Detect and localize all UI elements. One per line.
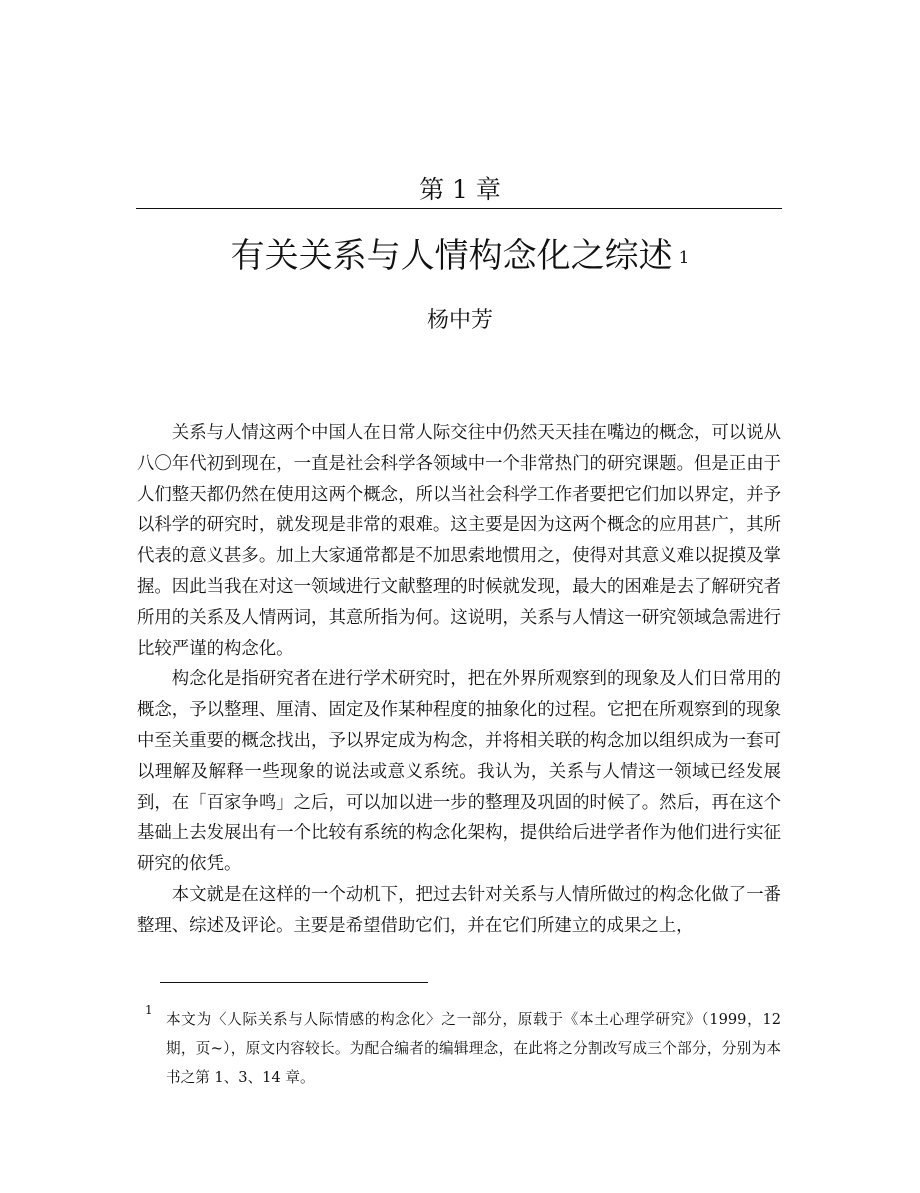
paragraph-3: 本文就是在这样的一个动机下，把过去针对关系与人情所做过的构念化做了一番整理、综述及评论。主要是希望借助它们，并在它们所建立的成果之上， <box>137 884 781 936</box>
body-text <box>137 418 781 942</box>
chapter-title <box>0 232 920 280</box>
title-footnote-mark[interactable]: 1 <box>678 248 690 268</box>
footnote-mark: 1 <box>145 1003 153 1017</box>
paragraph-2: 构念化是指研究者在进行学术研究时，把在外界所观察到的现象及人们日常用的概念，予以整理、厘清、固定及作某种程度的抽象化的过程。它把在所观察到的现象中至关重要的概念找出，予以界定成为构念，并将相关联的构念加以组织成为一套可以理解及解释一些现象的说法或意义系统。我认为，关系与人情这一领域已经发展到，在「百家争鸣」之后，可以加以进一步的整理及巩固的时候了。然后，再在这个基础上去发展出有一个比较有系统的构念化架构，提供给后进学者作为他们进行实征研究的依凭。 <box>137 669 781 875</box>
author-name: 杨中芳 <box>426 308 493 333</box>
chapter-divider-line <box>136 208 782 209</box>
chapter-title-text: 有关关系与人情构念化之综述 <box>230 236 673 276</box>
footnote <box>145 1005 781 1092</box>
footnote-separator-line <box>160 982 428 983</box>
footnote-text: 本文为〈人际关系与人际情感的构念化〉之一部分，原载于《本土心理学研究》（1999，12 期，页~），原文内容较长。为配合编者的编辑理念，在此将之分割改写成三个部分，分别为本书之第 1、3、14 章。 <box>166 1011 781 1086</box>
paragraph-1: 关系与人情这两个中国人在日常人际交往中仍然天天挂在嘴边的概念，可以说从八〇年代初到现在，一直是社会科学各领域中一个非常热门的研究课题。但是正由于人们整天都仍然在使用这两个概念，所以当社会科学工作者要把它们加以界定，并予以科学的研究时，就发现是非常的艰难。这主要是因为这两个概念的应用甚广，其所代表的意义甚多。加上大家通常都是不加思索地惯用之，使得对其意义难以捉摸及掌握。因此当我在对这一领域进行文献整理的时候就发现，最大的困难是去了解研究者所用的关系及人情两词，其意所指为何。这说明，关系与人情这一研究领域急需进行比较严谨的构念化。 <box>137 423 781 659</box>
chapter-label: 第 1 章 <box>419 175 501 204</box>
